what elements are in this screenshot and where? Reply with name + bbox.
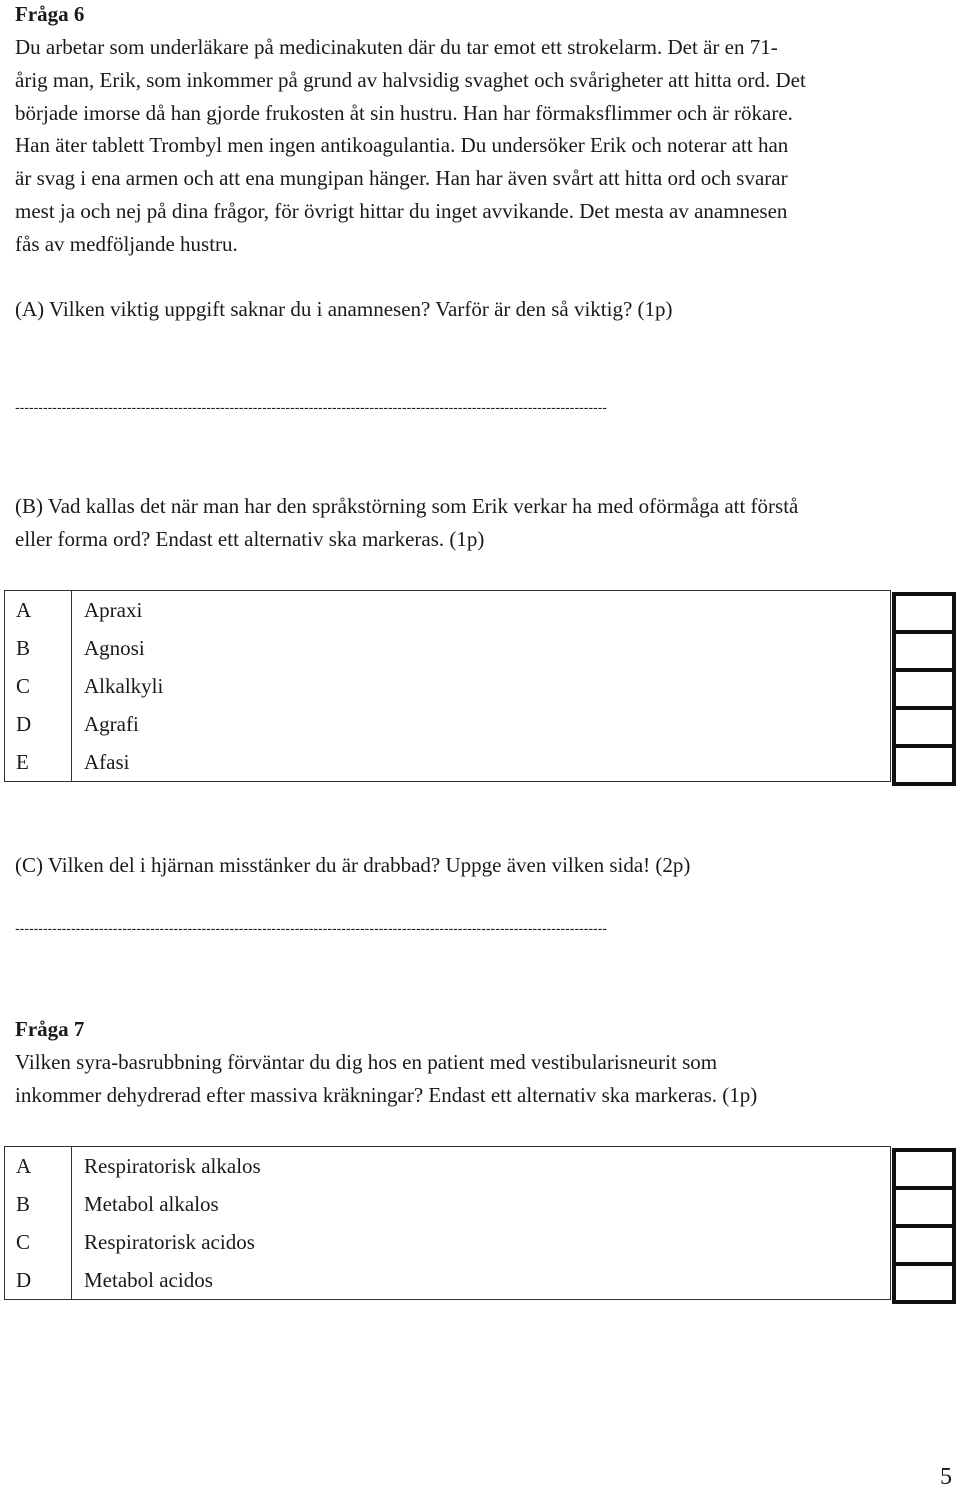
option-checkbox-a[interactable] — [896, 596, 952, 634]
question-7-heading: Fråga 7 — [15, 1017, 85, 1041]
question-line: inkommer dehydrerad efter massiva kräkningar? Endast ett alternativ ska markeras. (1p) — [15, 1082, 758, 1107]
option-text: Apraxi — [84, 598, 143, 622]
option-text: Respiratorisk alkalos — [84, 1154, 261, 1178]
option-letter: B — [16, 1192, 31, 1216]
option-text: Respiratorisk acidos — [84, 1230, 255, 1254]
option-letters-column — [5, 1147, 72, 1300]
option-text: Alkalkyli — [84, 674, 164, 698]
option-letters-column — [5, 591, 72, 782]
intro-line: mest ja och nej på dina frågor, för övrigt hittar du inget avvikande. Det mesta av anamnesen — [15, 198, 788, 223]
option-letter: B — [16, 636, 31, 660]
checkbox-column-6b — [892, 592, 956, 786]
option-letter: D — [16, 1268, 32, 1292]
option-checkbox-b[interactable] — [896, 634, 952, 672]
option-checkbox-b[interactable] — [896, 1190, 952, 1228]
option-letter: C — [16, 1230, 31, 1254]
option-letter: A — [16, 1154, 32, 1178]
intro-line: är svag i ena armen och att ena mungipan hänger. Han har även svårt att hitta ord och svarar — [15, 166, 788, 191]
question-line: eller forma ord? Endast ett alternativ ska markeras. (1p) — [15, 526, 485, 551]
option-checkbox-d[interactable] — [896, 1266, 952, 1300]
intro-line: fås av medföljande hustru. — [15, 231, 238, 256]
option-text: Metabol alkalos — [84, 1192, 219, 1216]
option-checkbox-c[interactable] — [896, 672, 952, 710]
question-6-intro — [15, 31, 945, 261]
checkbox-column-7 — [892, 1148, 956, 1304]
question-6c-text: (C) Vilken del i hjärnan misstänker du är drabbad? Uppge även vilken sida! (2p) — [15, 853, 691, 877]
option-checkbox-c[interactable] — [896, 1228, 952, 1266]
option-letter: C — [16, 674, 31, 698]
intro-line: Han äter tablett Trombyl men ingen antikoagulantia. Du undersöker Erik och noterar att han — [15, 133, 789, 158]
option-texts-column — [72, 591, 891, 782]
option-checkbox-a[interactable] — [896, 1152, 952, 1190]
question-line: (B) Vad kallas det när man har den språkstörning som Erik verkar ha med oförmåga att förstå — [15, 494, 799, 518]
intro-line: började imorse då han gjorde frukosten åt sin hustru. Han har förmaksflimmer och är rökare. — [15, 100, 793, 125]
page-number: 5 — [940, 1464, 952, 1490]
question-6-heading: Fråga 6 — [15, 2, 85, 26]
options-table-6b — [4, 590, 891, 782]
question-6b-text — [15, 490, 945, 556]
option-text: Agrafi — [84, 712, 139, 736]
answer-line-6c[interactable]: ------------------------------------------------------------------------------------------------------------------------------- — [15, 920, 608, 936]
option-texts-column — [72, 1147, 891, 1300]
question-7-text — [15, 1046, 945, 1112]
option-text: Agnosi — [84, 636, 145, 660]
option-text: Metabol acidos — [84, 1268, 213, 1292]
option-letter: D — [16, 712, 32, 736]
option-letter: E — [16, 750, 29, 774]
option-checkbox-d[interactable] — [896, 710, 952, 748]
question-line: Vilken syra-basrubbning förväntar du dig hos en patient med vestibularisneurit som — [15, 1050, 718, 1074]
answer-line-6a[interactable]: ------------------------------------------------------------------------------------------------------------------------------- — [15, 399, 608, 415]
option-letter: A — [16, 598, 32, 622]
question-6a-text: (A) Vilken viktig uppgift saknar du i anamnesen? Varför är den så viktig? (1p) — [15, 297, 673, 321]
intro-line: Du arbetar som underläkare på medicinakuten där du tar emot ett strokelarm. Det är en 71- — [15, 35, 778, 59]
options-table-7 — [4, 1146, 891, 1300]
intro-line: årig man, Erik, som inkommer på grund av halvsidig svaghet och svårigheter att hitta ord. Det — [15, 67, 806, 92]
option-text: Afasi — [84, 750, 130, 774]
option-checkbox-e[interactable] — [896, 748, 952, 782]
